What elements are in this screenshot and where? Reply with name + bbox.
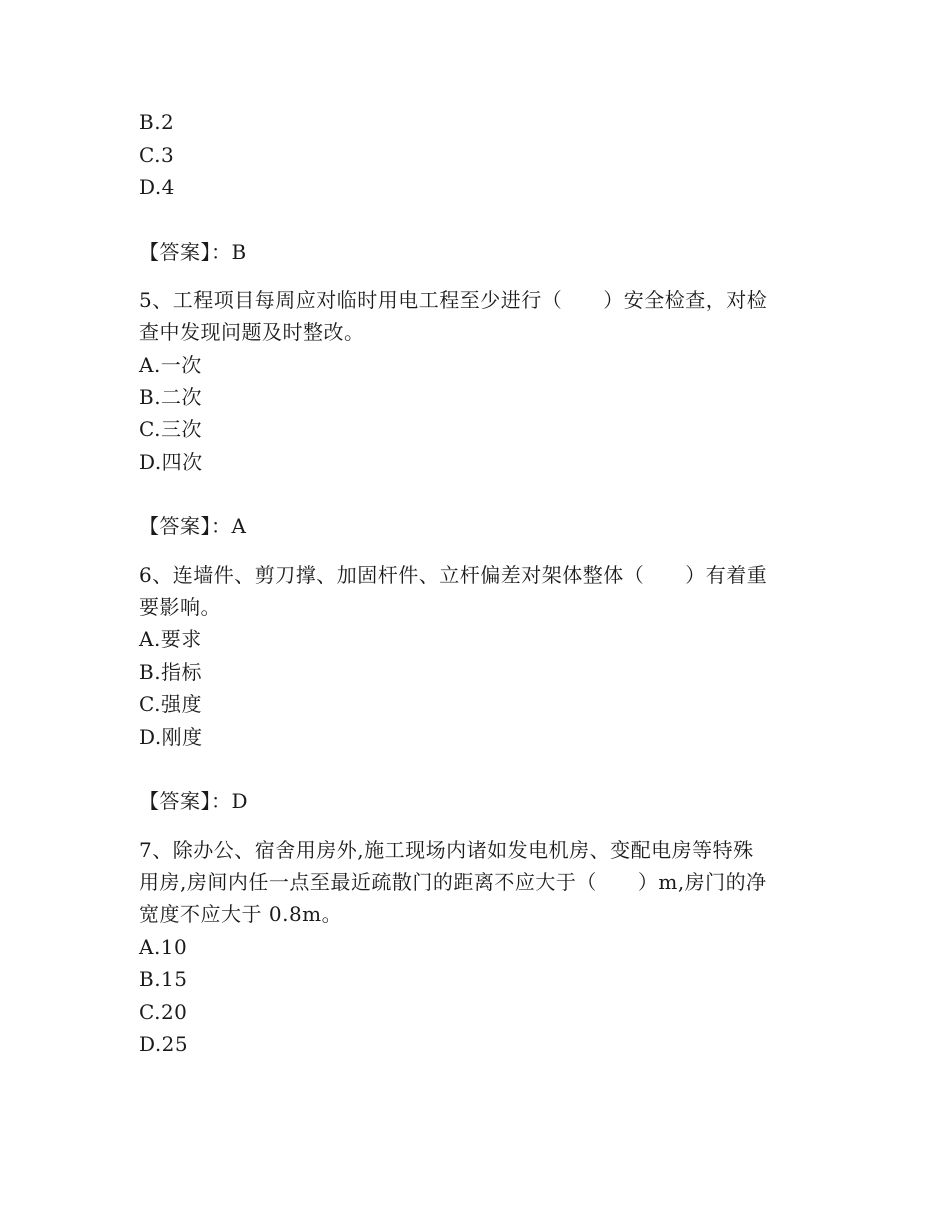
q4-answer: 【答案】：B [139, 240, 247, 264]
q5-answer: 【答案】：A [139, 514, 247, 538]
q6-stem-line-1: 6、连墙件、剪刀撑、加固杆件、立杆偏差对架体整体（ ）有着重 [139, 563, 768, 587]
q6-stem-line-2: 要影响。 [139, 595, 221, 619]
q4-option-b: B.2 [139, 110, 175, 134]
q6-option-c: C.强度 [139, 692, 202, 716]
q5-option-c: C.三次 [139, 417, 202, 441]
q7-option-a: A.10 [139, 935, 188, 959]
q5-stem-line-1: 5、工程项目每周应对临时用电工程至少进行（ ）安全检查，对检 [139, 288, 768, 312]
q7-stem-line-2: 用房,房间内任一点至最近疏散门的距离不应大于（ ）m,房门的净 [139, 870, 767, 894]
q5-option-d: D.四次 [139, 450, 203, 474]
q6-option-b: B.指标 [139, 660, 203, 684]
q5-option-b: B.二次 [139, 385, 203, 409]
q6-option-d: D.刚度 [139, 725, 203, 749]
q7-stem-line-3: 宽度不应大于 0.8m。 [139, 902, 343, 926]
q5-stem-line-2: 查中发现问题及时整改。 [139, 320, 365, 344]
q6-option-a: A.要求 [139, 627, 202, 651]
q7-option-b: B.15 [139, 967, 188, 991]
q6-answer: 【答案】：D [139, 789, 249, 813]
q5-option-a: A.一次 [139, 353, 202, 377]
q7-option-c: C.20 [139, 1000, 188, 1024]
q7-stem-line-1: 7、除办公、宿舍用房外,施工现场内诸如发电机房、变配电房等特殊 [139, 838, 754, 862]
q4-option-d: D.4 [139, 175, 175, 199]
q4-option-c: C.3 [139, 143, 175, 167]
q7-option-d: D.25 [139, 1032, 189, 1056]
